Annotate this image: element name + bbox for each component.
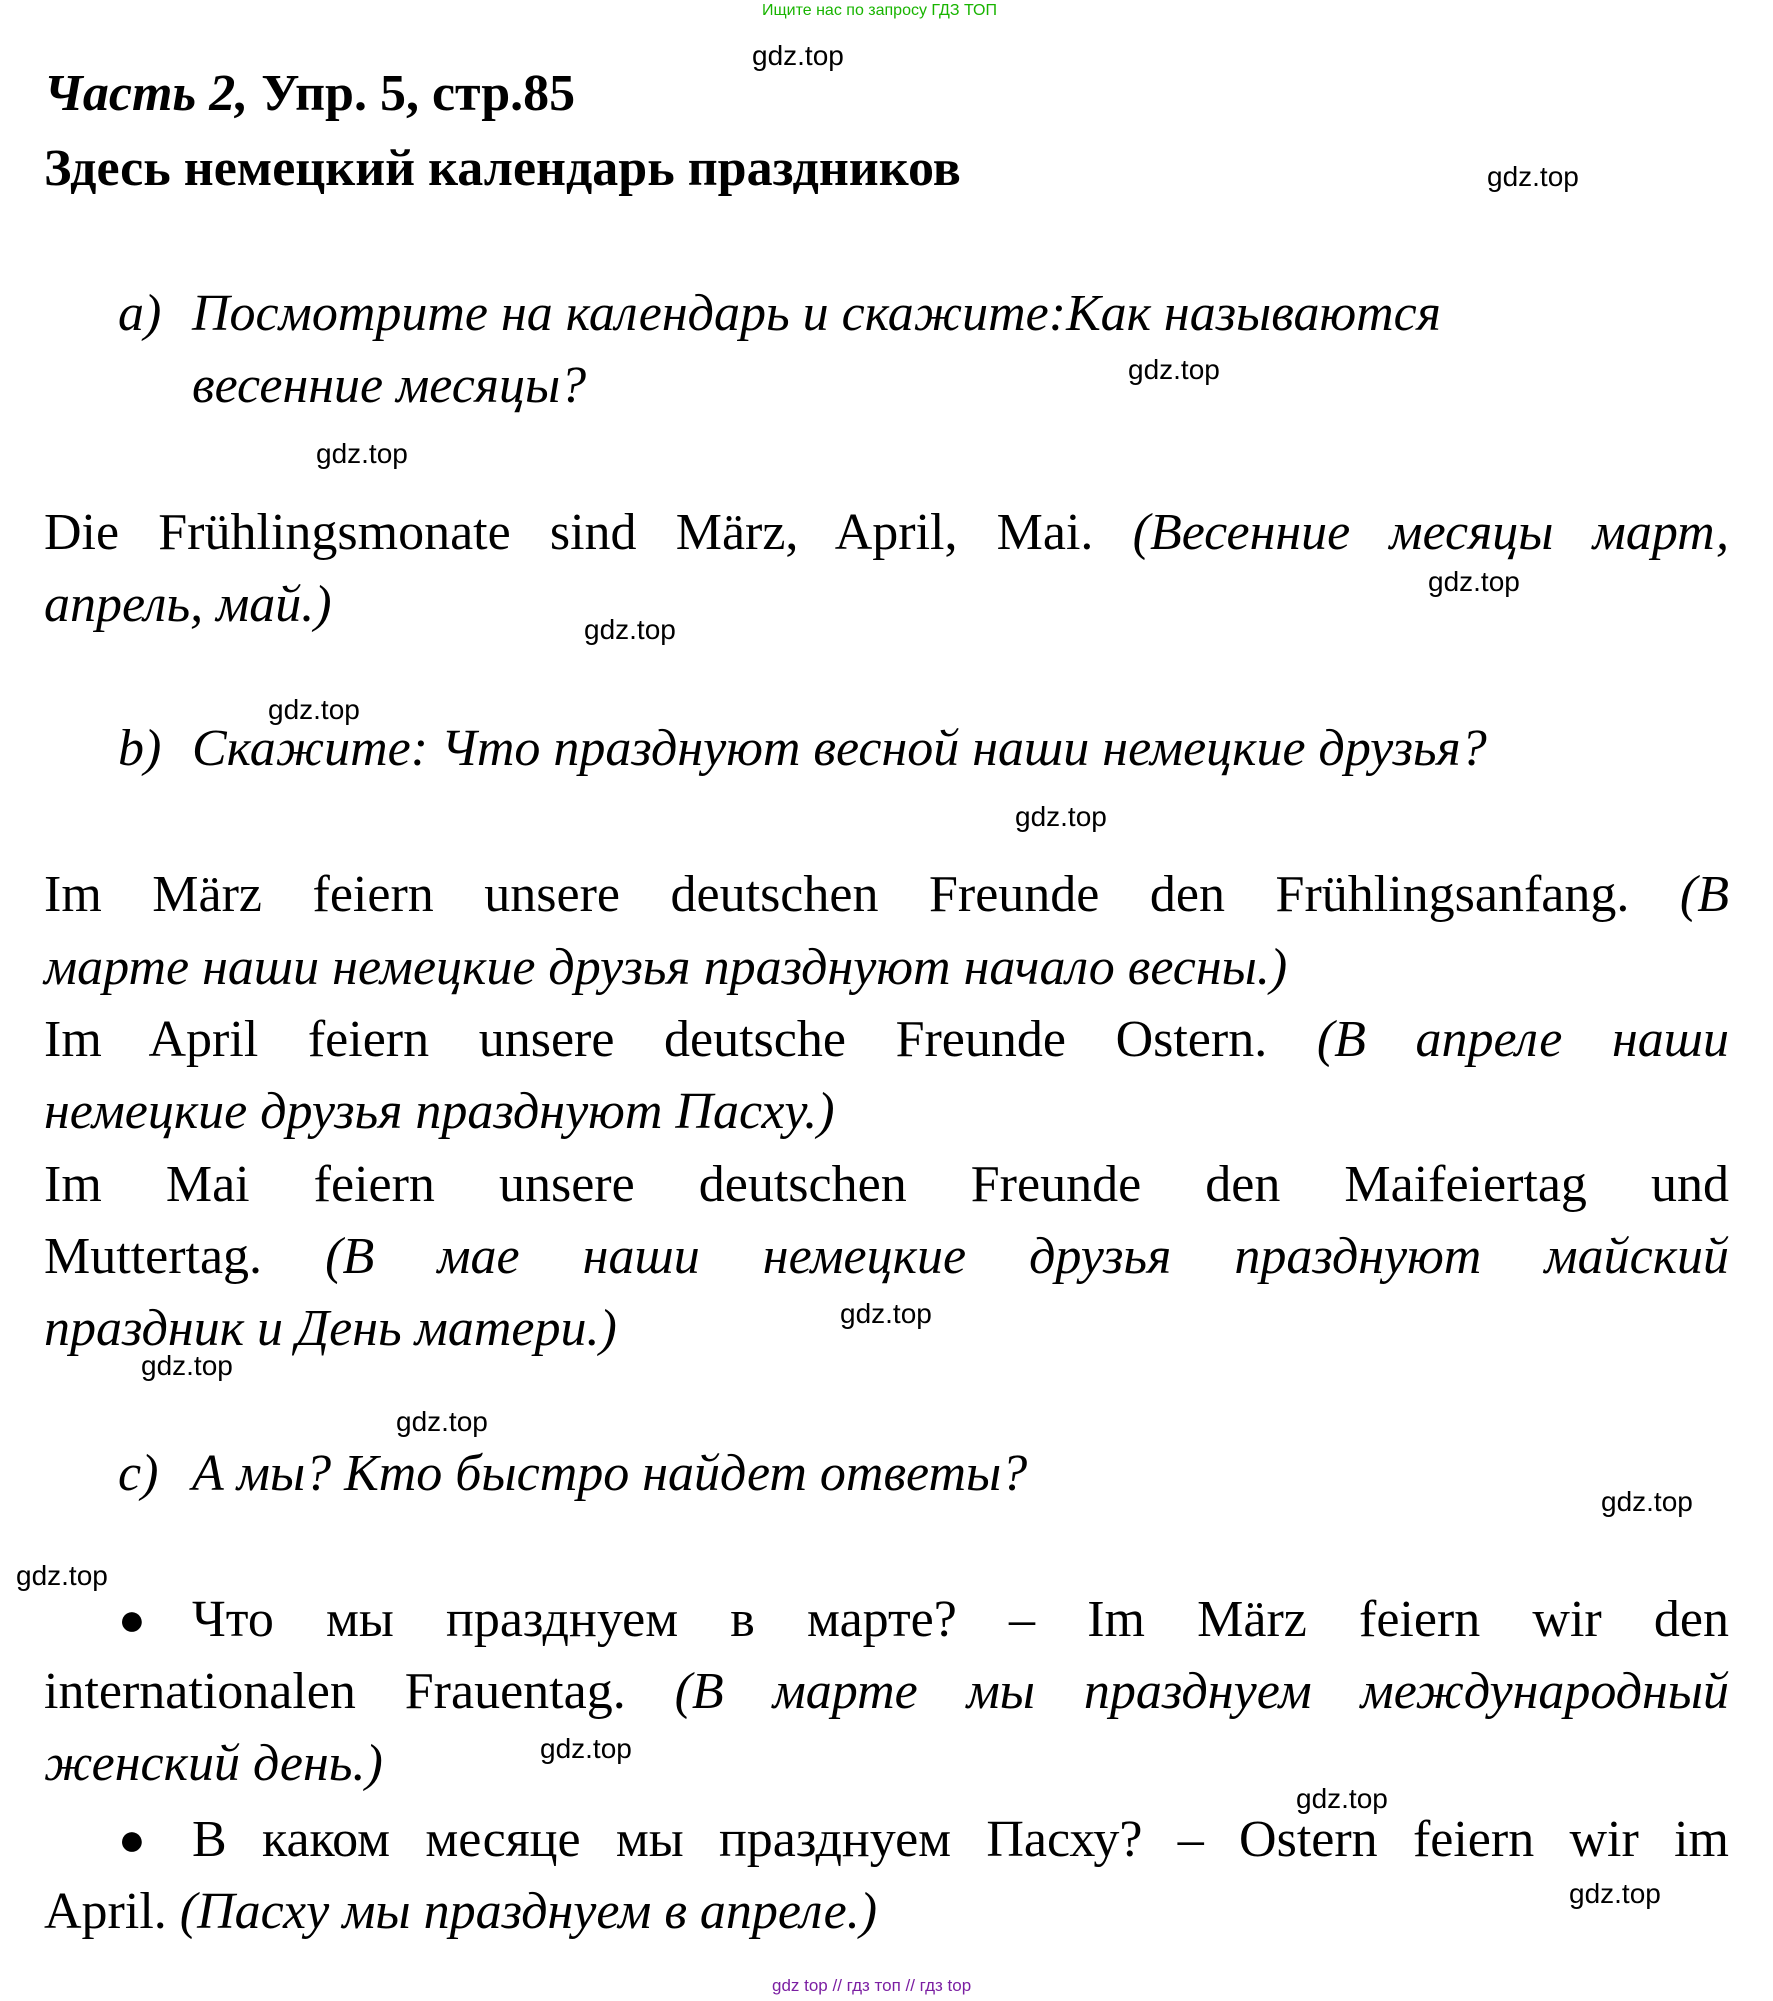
bullet-1-line-1: Что мы празднуем в марте? – Im März feiern wir den (192, 1591, 1729, 1648)
bullet-2-line-2 (44, 1882, 1729, 1941)
answer-b-may-german-end: Muttertag. (44, 1228, 263, 1285)
answer-a-german: Die Frühlingsmonate sind März, April, Mai. (44, 504, 1094, 561)
watermark: gdz.top (1428, 566, 1520, 597)
question-a-label: a) (118, 285, 162, 342)
watermark: gdz.top (396, 1406, 488, 1437)
answer-b-line-6 (44, 1227, 1729, 1286)
watermark: gdz.top (840, 1298, 932, 1329)
bullet-2-german: April. (44, 1883, 167, 1940)
answer-a-line-1 (44, 503, 1729, 562)
page-subtitle: Здесь немецкий календарь праздников (44, 140, 961, 197)
bullet-icon: ● (118, 1814, 146, 1865)
question-a-line-2: весенние месяцы? (192, 357, 587, 414)
question-b-text: Скажите: Что празднуют весной наши немецкие друзья? (192, 720, 1487, 777)
bullet-1-line-3: женский день.) (44, 1735, 383, 1792)
answer-b-april-translation-start: (В апреле наши (1316, 1011, 1729, 1068)
answer-b-line-1 (44, 865, 1729, 924)
watermark: gdz.top (141, 1350, 233, 1381)
question-b-label: b) (118, 720, 162, 777)
search-hint-link[interactable]: Ищите нас по запросу ГДЗ ТОП (762, 2, 997, 19)
watermark: gdz.top (1296, 1783, 1388, 1814)
bullet-icon: ● (118, 1594, 146, 1645)
answer-b-line-7: праздник и День матери.) (44, 1300, 617, 1357)
answer-b-line-3 (44, 1010, 1729, 1069)
question-a-line-1: Посмотрите на календарь и скажите:Как называются (192, 285, 1441, 342)
answer-a-translation: (Весенние месяцы март, (1132, 504, 1729, 561)
watermark: gdz.top (1487, 161, 1579, 192)
answer-b-line-2: марте наши немецкие друзья празднуют начало весны.) (44, 939, 1288, 996)
answer-b-line-4: немецкие друзья празднуют Пасху.) (44, 1083, 835, 1140)
footer-links[interactable]: gdz top // гдз топ // гдз top (772, 1976, 972, 1995)
watermark: gdz.top (1569, 1878, 1661, 1909)
watermark: gdz.top (584, 614, 676, 645)
exercise-label: Упр. 5, стр.85 (261, 65, 576, 122)
answer-b-march-german: Im März feiern unsere deutschen Freunde den Frühlingsanfang. (44, 866, 1630, 923)
watermark: gdz.top (268, 694, 360, 725)
answer-a-line-2: апрель, май.) (44, 576, 332, 633)
part-label: Часть 2, (44, 65, 249, 122)
answer-b-may-translation-start: (В мае наши немецкие друзья празднуют майский (325, 1228, 1730, 1285)
watermark: gdz.top (752, 40, 844, 71)
answer-b-march-translation-start: (В (1679, 866, 1729, 923)
answer-b-april-german: Im April feiern unsere deutsche Freunde Ostern. (44, 1011, 1268, 1068)
question-c-text: А мы? Кто быстро найдет ответы? (192, 1445, 1028, 1502)
watermark: gdz.top (540, 1733, 632, 1764)
bullet-1-line-2 (44, 1662, 1729, 1721)
watermark: gdz.top (16, 1560, 108, 1591)
question-c-label: c) (118, 1445, 159, 1502)
bullet-1-translation: (В марте мы празднуем международный (674, 1663, 1730, 1720)
bullet-2-line-1: В каком месяце мы празднуем Пасху? – Ostern feiern wir im (192, 1811, 1729, 1868)
answer-b-line-5: Im Mai feiern unsere deutschen Freunde den Maifeiertag und (44, 1156, 1729, 1213)
watermark: gdz.top (1015, 801, 1107, 832)
bullet-2-translation: (Пасху мы празднуем в апреле.) (179, 1883, 878, 1940)
watermark: gdz.top (1601, 1486, 1693, 1517)
page-title (44, 64, 575, 123)
bullet-1-german: internationalen Frauentag. (44, 1663, 626, 1720)
watermark: gdz.top (316, 438, 408, 469)
watermark: gdz.top (1128, 354, 1220, 385)
